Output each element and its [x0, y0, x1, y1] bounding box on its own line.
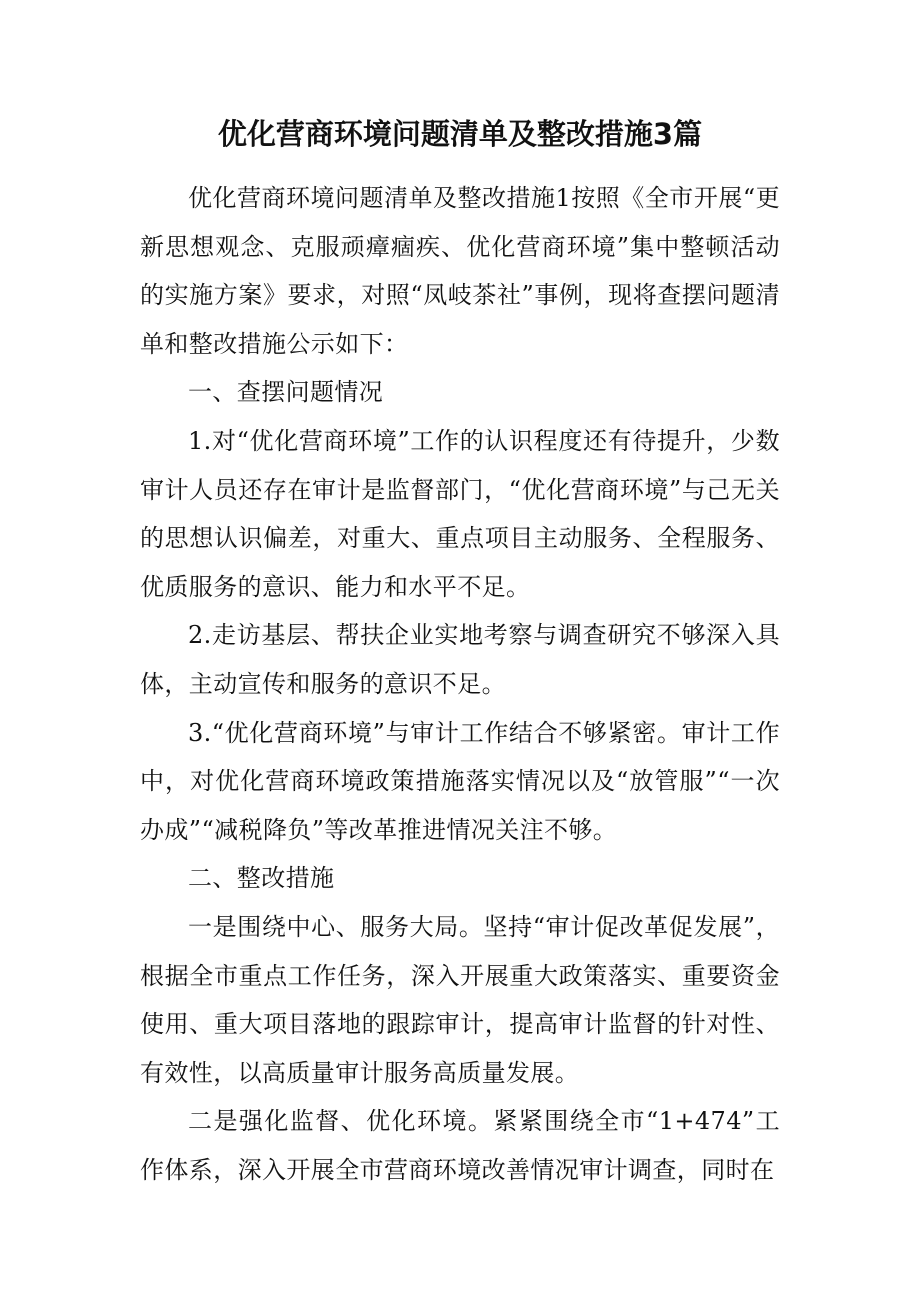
measure-item-1: 一是围绕中心、服务大局。坚持“审计促改革促发展”，根据全市重点工作任务，深入开展重大政策落实、重要资金使用、重大项目落地的跟踪审计，提高审计监督的针对性、有效性，以高质量审计服务高质量发展。: [140, 912, 780, 1087]
document-body: [140, 174, 780, 1194]
section-heading-measures: 二、整改措施: [188, 864, 335, 893]
intro-paragraph: 优化营商环境问题清单及整改措施1按照《全市开展“更新思想观念、克服顽瘴痼疾、优化营商环境”集中整顿活动的实施方案》要求，对照“凤岐茶社”事例，现将查摆问题清单和整改措施公示如下：: [140, 184, 780, 358]
document-title: 优化营商环境问题清单及整改措施3篇: [217, 117, 703, 151]
section-heading-problems: 一、查摆问题情况: [188, 378, 384, 407]
document-content: [140, 112, 780, 1194]
problem-item-2: 2.走访基层、帮扶企业实地考察与调查研究不够深入具体，主动宣传和服务的意识不足。: [140, 621, 780, 698]
problem-item-1: 1.对“优化营商环境”工作的认识程度还有待提升，少数审计人员还存在审计是监督部门，“优化营商环境”与己无关的思想认识偏差，对重大、重点项目主动服务、全程服务、优质服务的意识、能力和水平不足。: [140, 426, 780, 601]
problem-item-3: 3.“优化营商环境”与审计工作结合不够紧密。审计工作中，对优化营商环境政策措施落实情况以及“放管服”“一次办成”“减税降负”等改革推进情况关注不够。: [140, 718, 780, 844]
measure-item-2: 二是强化监督、优化环境。紧紧围绕全市“1+474”工作体系，深入开展全市营商环境改善情况审计调查，同时在: [140, 1107, 780, 1184]
